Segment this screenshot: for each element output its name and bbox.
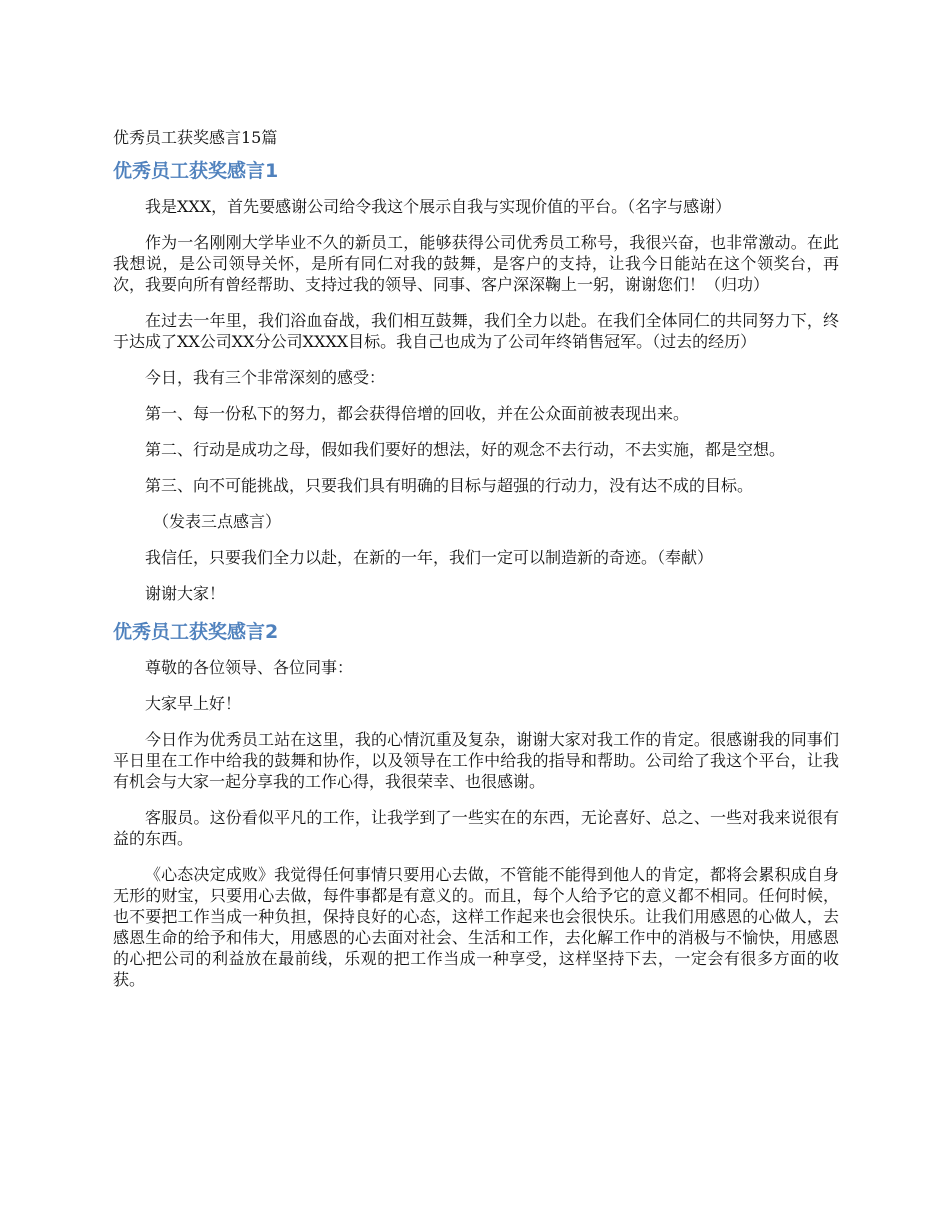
section-heading: 优秀员工获奖感言1 <box>113 160 279 182</box>
paragraph: 第三、向不可能挑战，只要我们具有明确的目标与超强的行动力，没有达不成的目标。 <box>145 476 754 495</box>
paragraph: 谢谢大家！ <box>145 584 226 603</box>
paragraph: 第一、每一份私下的努力，都会获得倍增的回收，并在公众面前被表现出来。 <box>145 404 690 423</box>
paragraph: 今日作为优秀员工站在这里，我的心情沉重及复杂，谢谢大家对我工作的肯定。很感谢我的同事们平日里在工作中给我的鼓舞和协作，以及领导在工作中给我的指导和帮助。公司给了我这个平台，让我有机会与大家一起分享我的工作心得，我很荣幸、也很感谢。 <box>113 730 839 791</box>
paragraph: 我是XXX，首先要感谢公司给令我这个展示自我与实现价值的平台。（名字与感谢） <box>145 197 732 216</box>
paragraph: 我信任，只要我们全力以赴，在新的一年，我们一定可以制造新的奇迹。（奉献） <box>145 548 714 567</box>
document-title: 优秀员工获奖感言15篇 <box>113 128 278 147</box>
paragraph: （发表三点感言） <box>153 512 282 531</box>
section-heading: 优秀员工获奖感言2 <box>113 621 279 643</box>
paragraph: 今日，我有三个非常深刻的感受： <box>145 368 386 387</box>
paragraph: 作为一名刚刚大学毕业不久的新员工，能够获得公司优秀员工称号，我很兴奋，也非常激动。在此我想说，是公司领导关怀，是所有同仁对我的鼓舞，是客户的支持，让我今日能站在这个领奖台，再次，我要向所有曾经帮助、支持过我的领导、同事、客户深深鞠上一躬，谢谢您们！（归功） <box>113 233 839 294</box>
paragraph: 大家早上好！ <box>145 694 242 713</box>
paragraph: 第二、行动是成功之母，假如我们要好的想法，好的观念不去行动，不去实施，都是空想。 <box>145 440 786 459</box>
paragraph: 《心态决定成败》我觉得任何事情只要用心去做，不管能不能得到他人的肯定，都将会累积成自身无形的财宝，只要用心去做，每件事都是有意义的。而且，每个人给予它的意义都不相同。任何时候，也不要把工作当成一种负担，保持良好的心态，这样工作起来也会很快乐。让我们用感恩的心做人，去感恩生命的给予和伟大，用感恩的心去面对社会、生活和工作，去化解工作中的消极与不愉快，用感恩的心把公司的利益放在最前线，乐观的把工作当成一种享受，这样坚持下去，一定会有很多方面的收获。 <box>113 865 839 989</box>
document-page <box>113 126 839 1005</box>
section-1 <box>113 158 839 604</box>
paragraph: 尊敬的各位领导、各位同事： <box>145 658 354 677</box>
section-2 <box>113 619 839 990</box>
paragraph: 在过去一年里，我们浴血奋战，我们相互鼓舞，我们全力以赴。在我们全体同仁的共同努力下，终于达成了XX公司XX分公司XXXX目标。我自己也成为了公司年终销售冠军。（过去的经历） <box>113 311 839 351</box>
paragraph: 客服员。这份看似平凡的工作，让我学到了一些实在的东西，无论喜好、总之、一些对我来说很有益的东西。 <box>113 808 839 848</box>
